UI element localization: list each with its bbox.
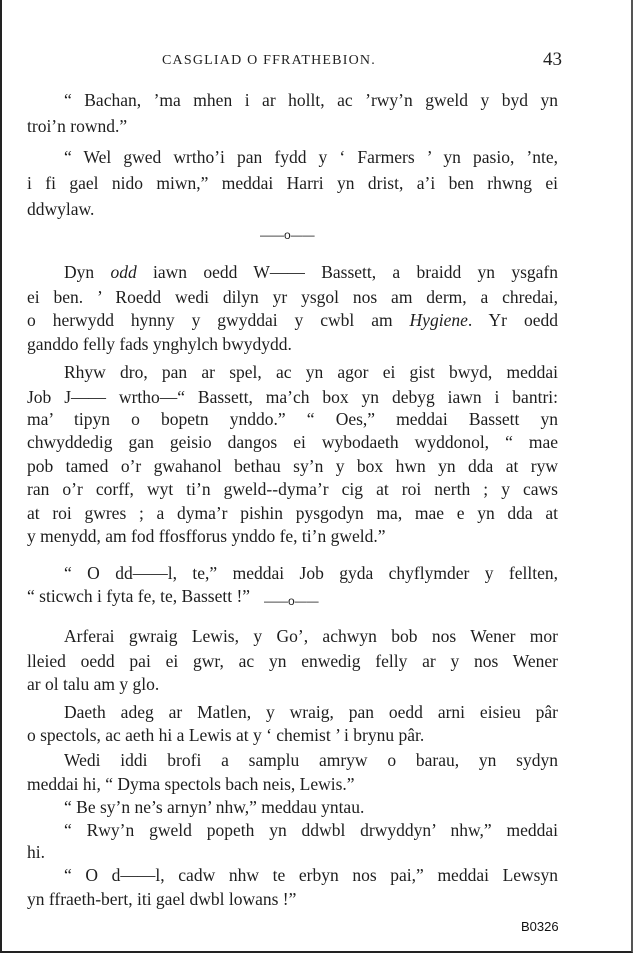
text-line: y menydd, am fod ffosfforus ynddo fe, ti’n gweld.” (27, 526, 386, 546)
text-line: ei ben. ’ Roedd wedi dilyn yr ysgol nos am derm, a chredai, (27, 287, 558, 307)
text-segment: o herwydd hynny y gwyddai y cwbl am (27, 310, 410, 330)
text-line: Daeth adeg ar Matlen, y wraig, pan oedd arni eisieu pâr (64, 702, 558, 722)
text-line: troi’n rownd.” (27, 116, 128, 136)
text-line: ganddo felly fads ynghylch bwydydd. (27, 334, 292, 354)
text-line: “ Bachan, ’ma mhen i ar hollt, ac ’rwy’n gweld y byd yn (64, 90, 558, 110)
text-segment: Dyn (64, 262, 111, 282)
italic-text: odd (110, 262, 137, 282)
running-title: CASGLIAD O FFRATHEBION. (162, 53, 376, 68)
text-line: chwyddedig gan geisio dangos ei wybodaeth wyddonol, “ mae (27, 432, 558, 452)
text-line: “ Rwy’n gweld popeth yn ddwbl drwyddyn’ nhw,” meddai (64, 820, 558, 840)
text-line (64, 261, 558, 283)
text-line: Rhyw dro, pan ar spel, ac yn agor ei gist bwyd, meddai (64, 362, 558, 382)
text-line: meddai hi, “ Dyma spectols bach neis, Lewis.” (27, 774, 355, 794)
text-segment: . Yr oedd (467, 310, 558, 330)
italic-text: Hygiene (409, 310, 468, 330)
text-line: o spectols, ac aeth hi a Lewis at y ‘ chemist ’ i brynu pâr. (27, 725, 425, 745)
text-line: “ O d——l, cadw nhw te erbyn nos pai,” meddai Lewsyn (64, 865, 558, 885)
text-line: “ Wel gwed wrtho’i pan fydd y ‘ Farmers ’ yn pasio, ’nte, (64, 147, 558, 167)
text-line: lleied oedd pai ei gwr, ac yn enwedig felly ar y nos Wener (27, 651, 558, 671)
page-number: 43 (543, 49, 562, 70)
text-line: “ O dd——l, te,” meddai Job gyda chyflymder y fellten, (64, 563, 558, 583)
text-line: Arferai gwraig Lewis, y Go’, achwyn bob nos Wener mor (64, 626, 558, 646)
text-line: “ Be sy’n ne’s arnyn’ nhw,” meddau yntau. (64, 797, 365, 817)
section-separator: ——o—— (264, 594, 319, 608)
text-line: “ sticwch i fyta fe, te, Bassett !” (27, 586, 251, 606)
section-separator: ——o—— (260, 228, 315, 242)
text-line: pob tamed o’r gwahanol bethau sy’n y box hwn yn dda at ryw (27, 456, 558, 476)
text-line: Job J—— wrtho—“ Bassett, ma’ch box yn debyg iawn i bantri: (27, 387, 558, 407)
text-line (27, 309, 558, 331)
text-segment: iawn oedd W—— Bassett, a braidd yn ysgafn (136, 262, 558, 282)
text-line: Wedi iddi brofi a samplu amryw o barau, yn sydyn (64, 750, 558, 770)
text-line: ar ol talu am y glo. (27, 674, 160, 694)
text-line: i fi gael nido miwn,” meddai Harri yn drist, a’i ben rhwng ei (27, 173, 558, 193)
text-line: at roi gwres ; a dyma’r pishin pysgodyn ma, mae e yn dda at (27, 503, 558, 523)
text-line: yn ffraeth-bert, iti gael dwbl lowans !” (27, 889, 297, 909)
text-line: ma’ tipyn o bopetn ynddo.” “ Oes,” meddai Bassett yn (27, 409, 558, 429)
document-code: B0326 (521, 919, 559, 934)
text-line: ran o’r corff, wyt ti’n gweld--dyma’r cig at roi nerth ; y caws (27, 479, 558, 499)
text-line: ddwylaw. (27, 199, 95, 219)
text-line: hi. (27, 842, 45, 862)
